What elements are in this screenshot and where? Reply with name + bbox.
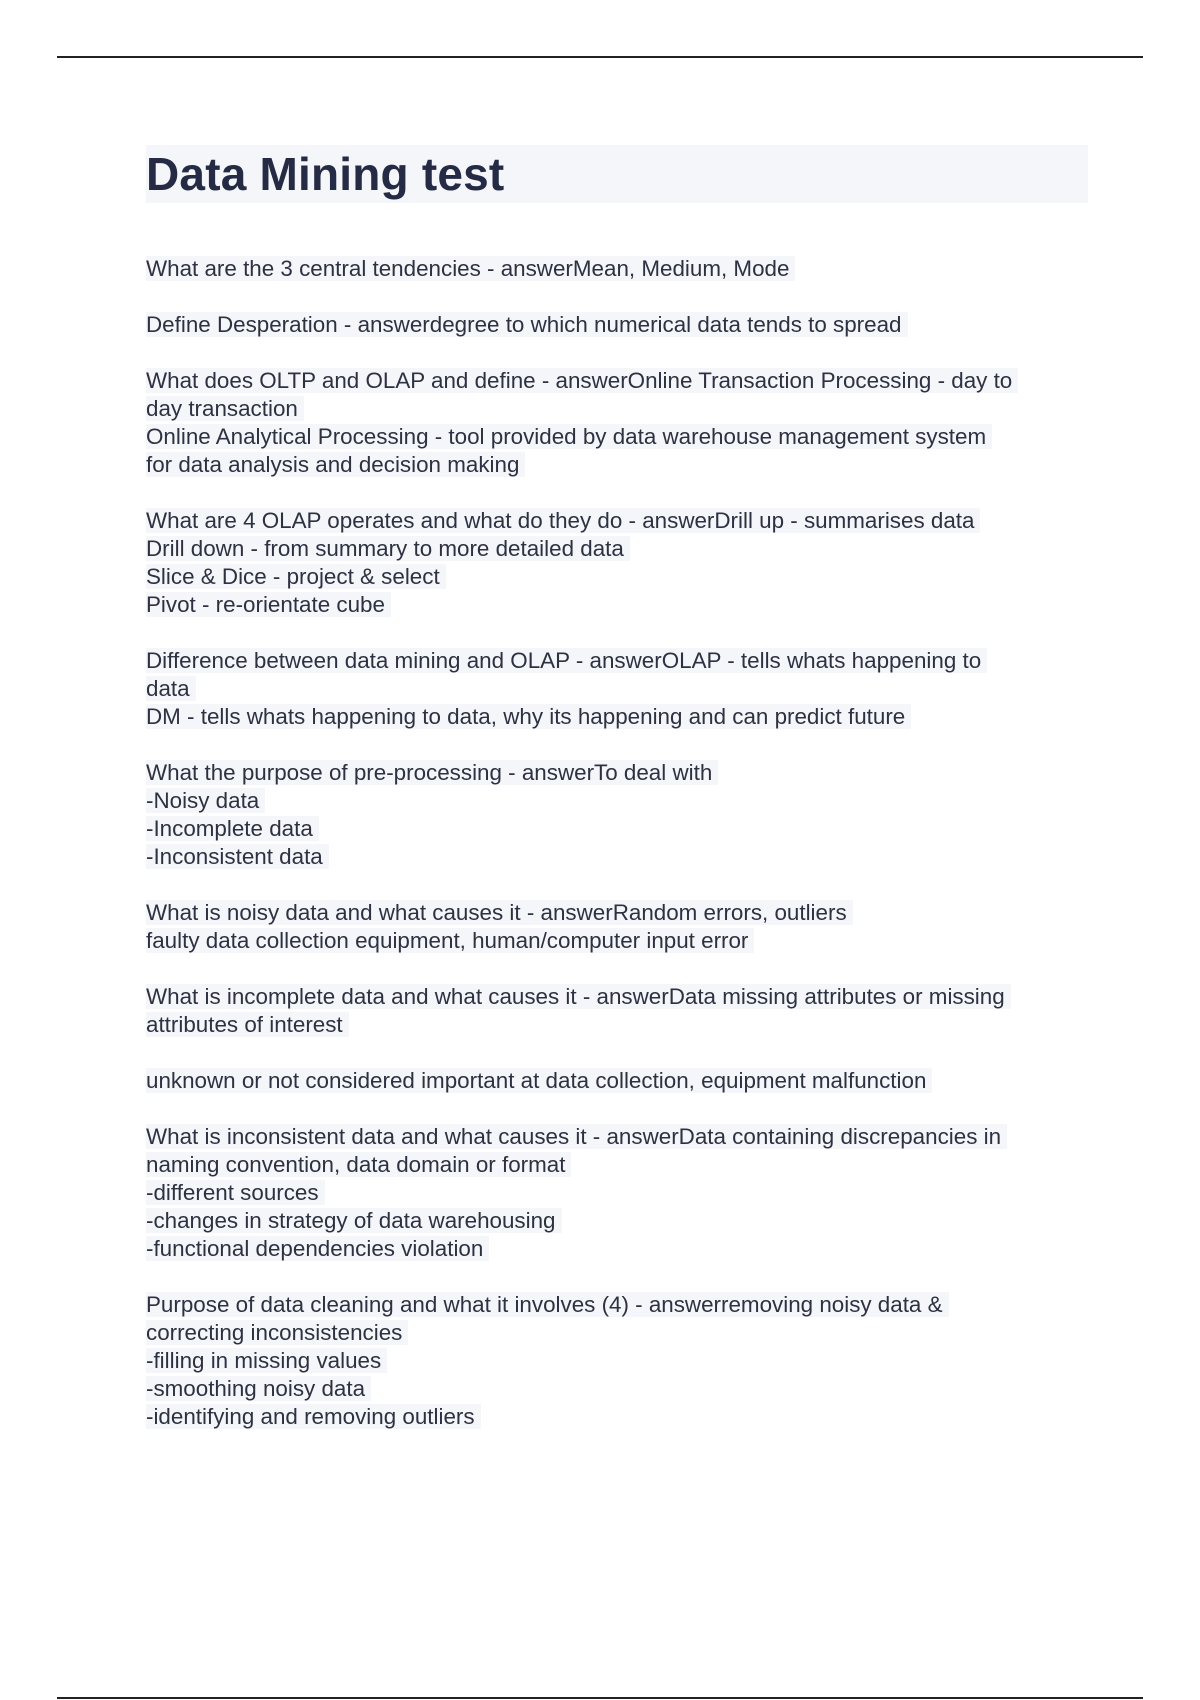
qa-entry <box>146 899 1096 955</box>
qa-entry <box>146 1123 1096 1263</box>
qa-line: -functional dependencies violation <box>146 1236 489 1261</box>
header-rule <box>57 56 1143 58</box>
qa-line: DM - tells whats happening to data, why its happening and can predict future <box>146 704 911 729</box>
qa-line: -smoothing noisy data <box>146 1376 371 1401</box>
qa-entry <box>146 255 1096 283</box>
qa-line: naming convention, data domain or format <box>146 1152 571 1177</box>
qa-line: for data analysis and decision making <box>146 452 525 477</box>
qa-line: Drill down - from summary to more detailed data <box>146 536 630 561</box>
qa-line: What is incomplete data and what causes it - answerData missing attributes or missing <box>146 984 1011 1009</box>
qa-line: -Inconsistent data <box>146 844 329 869</box>
qa-entry <box>146 1291 1096 1431</box>
qa-line: -Incomplete data <box>146 816 319 841</box>
qa-line: data <box>146 676 196 701</box>
qa-line: faulty data collection equipment, human/computer input error <box>146 928 754 953</box>
qa-line: What are 4 OLAP operates and what do they do - answerDrill up - summarises data <box>146 508 980 533</box>
qa-line: What the purpose of pre-processing - answerTo deal with <box>146 760 718 785</box>
qa-content <box>146 255 1096 1459</box>
qa-entry <box>146 507 1096 619</box>
qa-line: unknown or not considered important at data collection, equipment malfunction <box>146 1068 932 1093</box>
qa-entry <box>146 759 1096 871</box>
qa-line: What is noisy data and what causes it - answerRandom errors, outliers <box>146 900 853 925</box>
qa-line: What are the 3 central tendencies - answerMean, Medium, Mode <box>146 256 795 281</box>
qa-line: -filling in missing values <box>146 1348 387 1373</box>
qa-entry <box>146 367 1096 479</box>
qa-line: attributes of interest <box>146 1012 349 1037</box>
qa-line: What is inconsistent data and what causes it - answerData containing discrepancies in <box>146 1124 1007 1149</box>
qa-line: Define Desperation - answerdegree to which numerical data tends to spread <box>146 312 908 337</box>
qa-line: -changes in strategy of data warehousing <box>146 1208 562 1233</box>
footer-rule <box>57 1697 1143 1699</box>
qa-line: Slice & Dice - project & select <box>146 564 446 589</box>
qa-line: correcting inconsistencies <box>146 1320 408 1345</box>
qa-line: Purpose of data cleaning and what it involves (4) - answerremoving noisy data & <box>146 1292 949 1317</box>
qa-line: -different sources <box>146 1180 325 1205</box>
qa-line: -Noisy data <box>146 788 265 813</box>
qa-entry <box>146 647 1096 731</box>
page-title: Data Mining test <box>146 148 505 200</box>
qa-entry <box>146 1067 1096 1095</box>
qa-line: Difference between data mining and OLAP - answerOLAP - tells whats happening to <box>146 648 987 673</box>
qa-line: Online Analytical Processing - tool provided by data warehouse management system <box>146 424 992 449</box>
qa-entry <box>146 311 1096 339</box>
qa-line: -identifying and removing outliers <box>146 1404 481 1429</box>
qa-line: Pivot - re-orientate cube <box>146 592 391 617</box>
qa-entry <box>146 983 1096 1039</box>
qa-line: What does OLTP and OLAP and define - answerOnline Transaction Processing - day to <box>146 368 1018 393</box>
qa-line: day transaction <box>146 396 304 421</box>
